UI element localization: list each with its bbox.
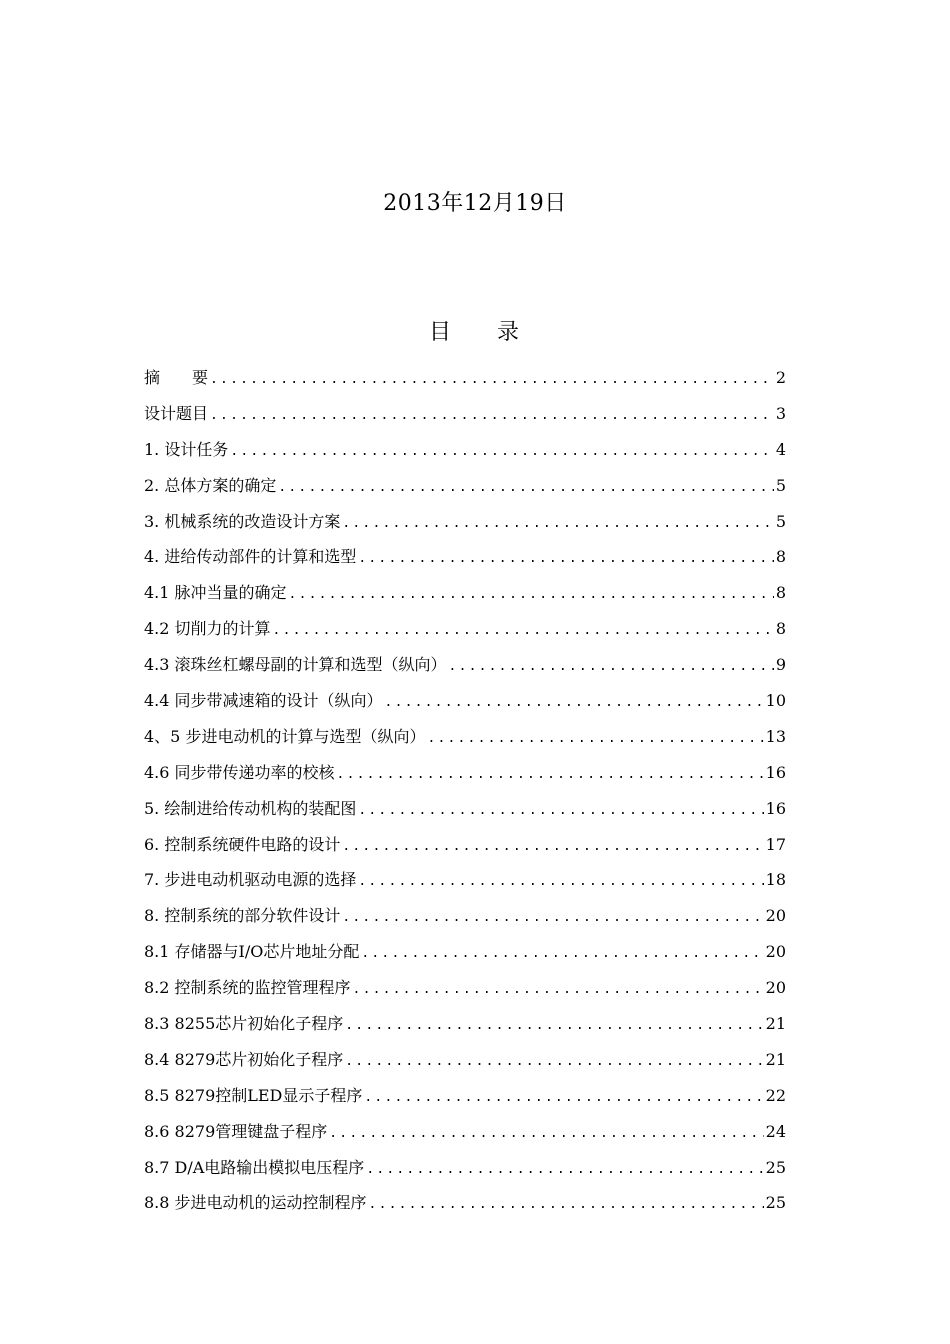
toc-entry-page: 25 xyxy=(765,1157,786,1177)
toc-entry-page: 21 xyxy=(765,1014,786,1034)
toc-entry-page: 20 xyxy=(765,942,786,962)
toc-entry-page: 3 xyxy=(775,403,786,423)
toc-leader-dots xyxy=(345,1014,763,1038)
toc-entry[interactable] xyxy=(144,1012,786,1048)
toc-leader-dots xyxy=(353,978,764,1002)
toc-leader-dots xyxy=(358,799,763,823)
toc-entry-page: 5 xyxy=(775,511,786,531)
toc-entry[interactable] xyxy=(144,366,786,402)
toc-entry-label: 5. 绘制进给传动机构的装配图 xyxy=(144,798,357,818)
toc-entry[interactable] xyxy=(144,1191,786,1227)
toc-entry-label: 2. 总体方案的确定 xyxy=(144,475,277,495)
toc-title-left: 目 xyxy=(428,320,453,345)
toc-leader-dots xyxy=(449,655,774,679)
toc-entry[interactable] xyxy=(144,474,786,510)
toc-leader-dots xyxy=(210,368,774,392)
toc-entry-label: 4.3 滚珠丝杠螺母副的计算和选型（纵向） xyxy=(144,655,447,675)
toc-entry-label: 8.8 步进电动机的运动控制程序 xyxy=(144,1193,367,1213)
toc-entry-label: 设计题目 xyxy=(144,403,209,423)
toc-entry-label: 3. 机械系统的改造设计方案 xyxy=(144,511,341,531)
toc-entry[interactable] xyxy=(144,761,786,797)
toc-entry-page: 5 xyxy=(775,475,786,495)
toc-leader-dots xyxy=(289,583,774,607)
toc-leader-dots xyxy=(364,1086,763,1110)
toc-leader-dots xyxy=(358,870,763,894)
toc-entry-label: 4.4 同步带减速箱的设计（纵向） xyxy=(144,691,383,711)
toc-entry[interactable] xyxy=(144,976,786,1012)
toc-entry-page: 2 xyxy=(775,368,786,387)
toc-entry-label: 4.6 同步带传递功率的校核 xyxy=(144,762,335,782)
toc-entry-page: 16 xyxy=(765,762,786,782)
toc-entry-page: 8 xyxy=(775,583,786,603)
toc-entry-page: 8 xyxy=(775,547,786,567)
toc-leader-dots xyxy=(342,512,773,536)
toc-entry-label: 4. 进给传动部件的计算和选型 xyxy=(144,547,357,567)
toc-entry[interactable] xyxy=(144,653,786,689)
toc-entry-page: 10 xyxy=(765,691,786,711)
toc-leader-dots xyxy=(358,547,773,571)
toc-entry-label: 6. 控制系统硬件电路的设计 xyxy=(144,834,341,854)
toc-entry[interactable] xyxy=(144,510,786,546)
toc-entry-page: 8 xyxy=(775,619,786,639)
toc-title xyxy=(0,315,950,346)
toc-title-right: 录 xyxy=(497,320,522,345)
toc-entry-label: 4.1 脉冲当量的确定 xyxy=(144,583,287,603)
toc-entry[interactable] xyxy=(144,904,786,940)
toc-entry-page: 21 xyxy=(765,1049,786,1069)
toc-entry-label: 4、5 步进电动机的计算与选型（纵向） xyxy=(144,726,426,746)
toc-entry-page: 24 xyxy=(765,1121,786,1141)
toc-entry[interactable] xyxy=(144,438,786,474)
toc-entry[interactable] xyxy=(144,797,786,833)
toc-leader-dots xyxy=(230,440,773,464)
toc-leader-dots xyxy=(342,835,763,859)
toc-entry[interactable] xyxy=(144,1048,786,1084)
toc-entry-page: 20 xyxy=(765,906,786,926)
toc-entry[interactable] xyxy=(144,725,786,761)
toc-leader-dots xyxy=(210,404,774,428)
table-of-contents xyxy=(144,366,786,1227)
toc-leader-dots xyxy=(369,1193,764,1217)
toc-entry-label: 8.5 8279控制LED显示子程序 xyxy=(144,1085,363,1105)
toc-leader-dots xyxy=(337,763,764,787)
toc-entry-page: 9 xyxy=(775,655,786,675)
toc-entry[interactable] xyxy=(144,402,786,438)
toc-entry[interactable] xyxy=(144,689,786,725)
toc-entry-page: 25 xyxy=(765,1193,786,1213)
toc-leader-dots xyxy=(342,906,763,930)
toc-entry-label: 4.2 切削力的计算 xyxy=(144,619,271,639)
toc-entry-page: 22 xyxy=(765,1085,786,1105)
toc-leader-dots xyxy=(278,476,773,500)
toc-leader-dots xyxy=(345,1050,763,1074)
toc-entry-label: 8.6 8279管理键盘子程序 xyxy=(144,1121,328,1141)
toc-entry[interactable] xyxy=(144,581,786,617)
toc-entry-label: 8. 控制系统的部分软件设计 xyxy=(144,906,341,926)
toc-entry-label: 1. 设计任务 xyxy=(144,439,229,459)
toc-leader-dots xyxy=(273,619,774,643)
toc-entry-label: 8.7 D/A电路输出模拟电压程序 xyxy=(144,1157,365,1177)
toc-entry-label: 8.2 控制系统的监控管理程序 xyxy=(144,978,351,998)
toc-leader-dots xyxy=(329,1122,763,1146)
toc-entry-label: 8.4 8279芯片初始化子程序 xyxy=(144,1049,344,1069)
toc-entry[interactable] xyxy=(144,1156,786,1192)
toc-entry-label: 8.1 存储器与I/O芯片地址分配 xyxy=(144,942,360,962)
toc-entry[interactable] xyxy=(144,868,786,904)
toc-leader-dots xyxy=(385,691,764,715)
toc-entry-page: 16 xyxy=(765,798,786,818)
toc-leader-dots xyxy=(427,727,763,751)
toc-entry-label: 7. 步进电动机驱动电源的选择 xyxy=(144,870,357,890)
toc-entry-page: 20 xyxy=(765,978,786,998)
toc-entry[interactable] xyxy=(144,833,786,869)
toc-entry[interactable] xyxy=(144,940,786,976)
toc-entry-label: 摘 要 xyxy=(144,368,209,387)
toc-entry-page: 18 xyxy=(765,870,786,890)
document-date: 2013年12月19日 xyxy=(383,191,567,216)
toc-entry-page: 13 xyxy=(765,726,786,746)
toc-leader-dots xyxy=(361,942,763,966)
toc-entry-page: 4 xyxy=(775,439,786,459)
toc-entry[interactable] xyxy=(144,1084,786,1120)
toc-entry-label: 8.3 8255芯片初始化子程序 xyxy=(144,1014,344,1034)
toc-entry[interactable] xyxy=(144,617,786,653)
toc-entry[interactable] xyxy=(144,545,786,581)
toc-leader-dots xyxy=(366,1158,763,1182)
toc-entry[interactable] xyxy=(144,1120,786,1156)
toc-entry-page: 17 xyxy=(765,834,786,854)
